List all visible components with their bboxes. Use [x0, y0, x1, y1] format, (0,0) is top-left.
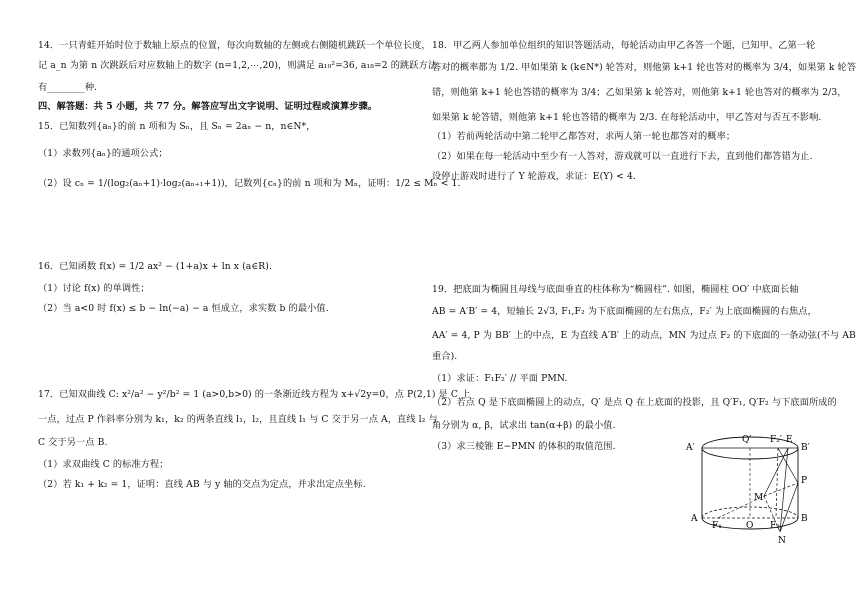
q18-line-4: 如果第 k 轮答错，则他第 k+1 轮也答错的概率为 2/3. 在每轮活动中，甲乙答对与否互不影响.	[432, 112, 822, 123]
label-A: A	[691, 514, 698, 524]
label-A-prime: A′	[686, 443, 695, 453]
label-B-prime: B′	[801, 443, 810, 453]
q14-line-1: 14．一只青蛙开始时位于数轴上原点的位置，每次向数轴的左侧或右侧随机跳跃一个单位长度，	[38, 40, 431, 51]
q18-line-1: 18．甲乙两人参加单位组织的知识答题活动，每轮活动由甲乙各答一个题，已知甲、乙第一轮	[432, 40, 816, 51]
label-P: P	[801, 476, 808, 486]
q15-part-1: （1）求数列{aₙ}的通项公式；	[38, 148, 168, 159]
label-F1: F₁	[712, 521, 722, 531]
label-E: E	[786, 435, 793, 445]
q17-part-2: （2）若 k₁ + k₂ = 1，证明：直线 AB 与 y 轴的交点为定点，并求出定点坐标.	[38, 479, 366, 490]
q18-line-2: 答对的概率都为 1/2. 甲如果第 k (k∈N*) 轮答对，则他第 k+1 轮也答对的概率为 3/4，如果第 k 轮答	[432, 62, 857, 73]
q19-line-2: AB = A′B′ = 4，短轴长 2√3, F₁,F₂ 为下底面椭圆的左右焦点，F₂′ 为上底面椭圆的右焦点，	[432, 306, 817, 317]
q19-line-7: 角分别为 α, β，试求出 tan(α+β) 的最小值.	[432, 420, 616, 431]
q15-line-1: 15．已知数列{aₙ}的前 n 项和为 Sₙ，且 Sₙ = 2aₙ − n，n∈N*，	[38, 121, 316, 132]
q19-part-3: （3）求三棱锥 E−PMN 的体积的取值范围.	[432, 441, 616, 452]
label-F2: F₂	[770, 521, 780, 531]
q16-line-1: 16．已知函数 f(x) = 1/2 ax² − (1+a)x + ln x (a∈R).	[38, 261, 272, 272]
elliptic-cylinder-figure	[680, 428, 830, 548]
label-N: N	[778, 536, 786, 546]
q17-line-1: 17．已知双曲线 C: x²/a² − y²/b² = 1 (a>0,b>0) 的一条渐近线方程为 x+√2y=0，点 P(2,1) 是 C 上	[38, 389, 471, 400]
q18-line-3: 错，则他第 k+1 轮也答错的概率为 3/4；乙如果第 k 轮答对，则他第 k+1 轮也答对的概率为 2/3，	[432, 87, 847, 98]
label-O: O	[746, 521, 754, 531]
section-4-heading: 四、解答题：共 5 小题，共 77 分。解答应写出文字说明、证明过程或演算步骤。	[38, 101, 378, 112]
q19-line-1: 19．把底面为椭圆且母线与底面垂直的柱体称为“椭圆柱”. 如图，椭圆柱 OO′ 中底面长轴	[432, 284, 799, 295]
q18-part-1: （1）若前两轮活动中第二轮甲乙都答对，求两人第一轮也都答对的概率；	[432, 131, 736, 142]
label-Q-prime: Q′	[742, 435, 752, 445]
q14-line-2: 记 a_n 为第 n 次跳跃后对应数轴上的数字 (n=1,2,⋯,20)，则满足 a₁₀²=36, a₁₈=2 的跳跃方法	[38, 60, 438, 71]
q14-line-3: 有________种.	[38, 82, 98, 93]
q19-part-2: （2）若点 Q 是下底面椭圆上的动点，Q′ 是点 Q 在上底面的投影，且 Q′F₁, Q′F₂ 与下底面所成的	[432, 397, 837, 408]
label-M: M	[754, 493, 764, 503]
q18-line-7: 设停止游戏时进行了 Y 轮游戏，求证：E(Y) < 4.	[432, 171, 636, 182]
q16-part-1: （1）讨论 f(x) 的单调性；	[38, 283, 150, 294]
q17-part-1: （1）求双曲线 C 的标准方程；	[38, 459, 169, 470]
q19-line-4: 重合).	[432, 351, 458, 362]
q16-part-2: （2）当 a<0 时 f(x) ≤ b − ln(−a) − a 恒成立，求实数 b 的最小值.	[38, 303, 329, 314]
q19-line-3: AA′ = 4, P 为 BB′ 上的中点，E 为直线 A′B′ 上的动点，MN 为过点 F₂ 的下底面的一条动弦(不与 AB	[432, 330, 856, 341]
q17-line-2: 一点，过点 P 作斜率分别为 k₁，k₂ 的两条直线 l₁，l₂，且直线 l₁ 与 C 交于另一点 A，直线 l₂ 与	[38, 414, 438, 425]
label-F2-prime: F₂′	[770, 435, 782, 445]
q18-part-2: （2）如果在每一轮活动中至少有一人答对，游戏就可以一直进行下去，直到他们都答错为止.	[432, 151, 813, 162]
q19-part-1: （1）求证：F₁F₂′ // 平面 PMN.	[432, 373, 568, 384]
q15-part-2: （2）设 cₙ = 1/(log₂(aₙ+1)·log₂(aₙ₊₁+1))，记数列{cₙ}的前 n 项和为 Mₙ，证明：1/2 ≤ Mₙ < 1.	[38, 178, 461, 189]
q17-line-3: C 交于另一点 B.	[38, 437, 108, 448]
label-B: B	[801, 514, 808, 524]
